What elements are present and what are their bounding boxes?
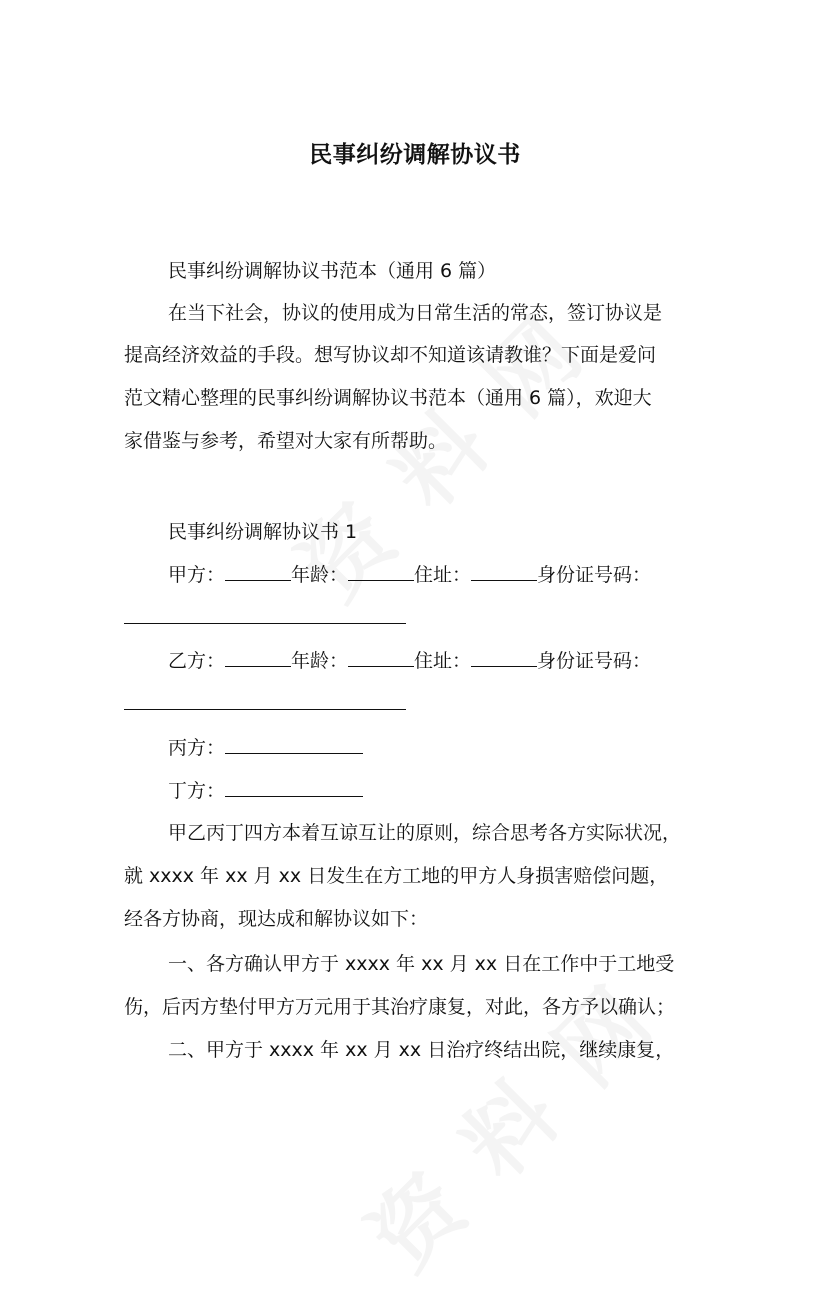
party-c-blank [225, 733, 363, 754]
body-line: 甲乙丙丁四方本着互谅互让的原则，综合思考各方实际状况， [168, 822, 682, 844]
subtitle: 民事纠纷调解协议书范本（通用 6 篇） [168, 260, 497, 282]
intro-line: 范文精心整理的民事纠纷调解协议书范本（通用 6 篇），欢迎大 [124, 387, 652, 409]
body-line: 二、甲方于 xxxx 年 xx 月 xx 日治疗终结出院，继续康复， [168, 1039, 675, 1061]
party-a-age-label: 年龄： [291, 564, 349, 586]
party-a-address-label: 住址： [414, 564, 472, 586]
party-c-label: 丙方： [168, 737, 226, 759]
party-b-age-blank [348, 646, 414, 667]
party-b-line [168, 646, 651, 675]
party-a-line [168, 560, 651, 589]
party-b-name-blank [225, 646, 291, 667]
body-line: 伤，后丙方垫付甲方万元用于其治疗康复，对此，各方予以确认； [124, 996, 676, 1018]
party-a-id-line [124, 603, 406, 632]
document-title: 民事纠纷调解协议书 [309, 142, 521, 168]
party-b-id-blank [124, 689, 406, 710]
party-b-address-label: 住址： [414, 650, 472, 672]
party-d-blank [225, 776, 363, 797]
party-a-address-blank [471, 560, 537, 581]
intro-line: 家借鉴与参考，希望对大家有所帮助。 [124, 430, 448, 452]
party-a-age-blank [348, 560, 414, 581]
party-b-age-label: 年龄： [291, 650, 349, 672]
party-b-id-line [124, 689, 406, 718]
intro-line: 在当下社会，协议的使用成为日常生活的常态，签订协议是 [168, 302, 663, 324]
section-heading: 民事纠纷调解协议书 1 [168, 521, 358, 543]
party-d-line [168, 776, 363, 805]
body-line: 经各方协商，现达成和解协议如下： [124, 908, 429, 930]
party-a-id-blank [124, 603, 406, 624]
party-d-label: 丁方： [168, 780, 226, 802]
body-line: 一、各方确认甲方于 xxxx 年 xx 月 xx 日在工作中于工地受 [168, 953, 675, 975]
party-b-label: 乙方： [168, 650, 226, 672]
party-b-id-label: 身份证号码： [537, 650, 652, 672]
party-a-label: 甲方： [168, 564, 226, 586]
party-a-id-label: 身份证号码： [537, 564, 652, 586]
party-c-line [168, 733, 363, 762]
party-b-address-blank [471, 646, 537, 667]
body-line: 就 xxxx 年 xx 月 xx 日发生在方工地的甲方人身损害赔偿问题， [124, 865, 669, 887]
party-a-name-blank [225, 560, 291, 581]
intro-line: 提高经济效益的手段。想写协议却不知道该请教谁？下面是爱问 [124, 344, 657, 366]
